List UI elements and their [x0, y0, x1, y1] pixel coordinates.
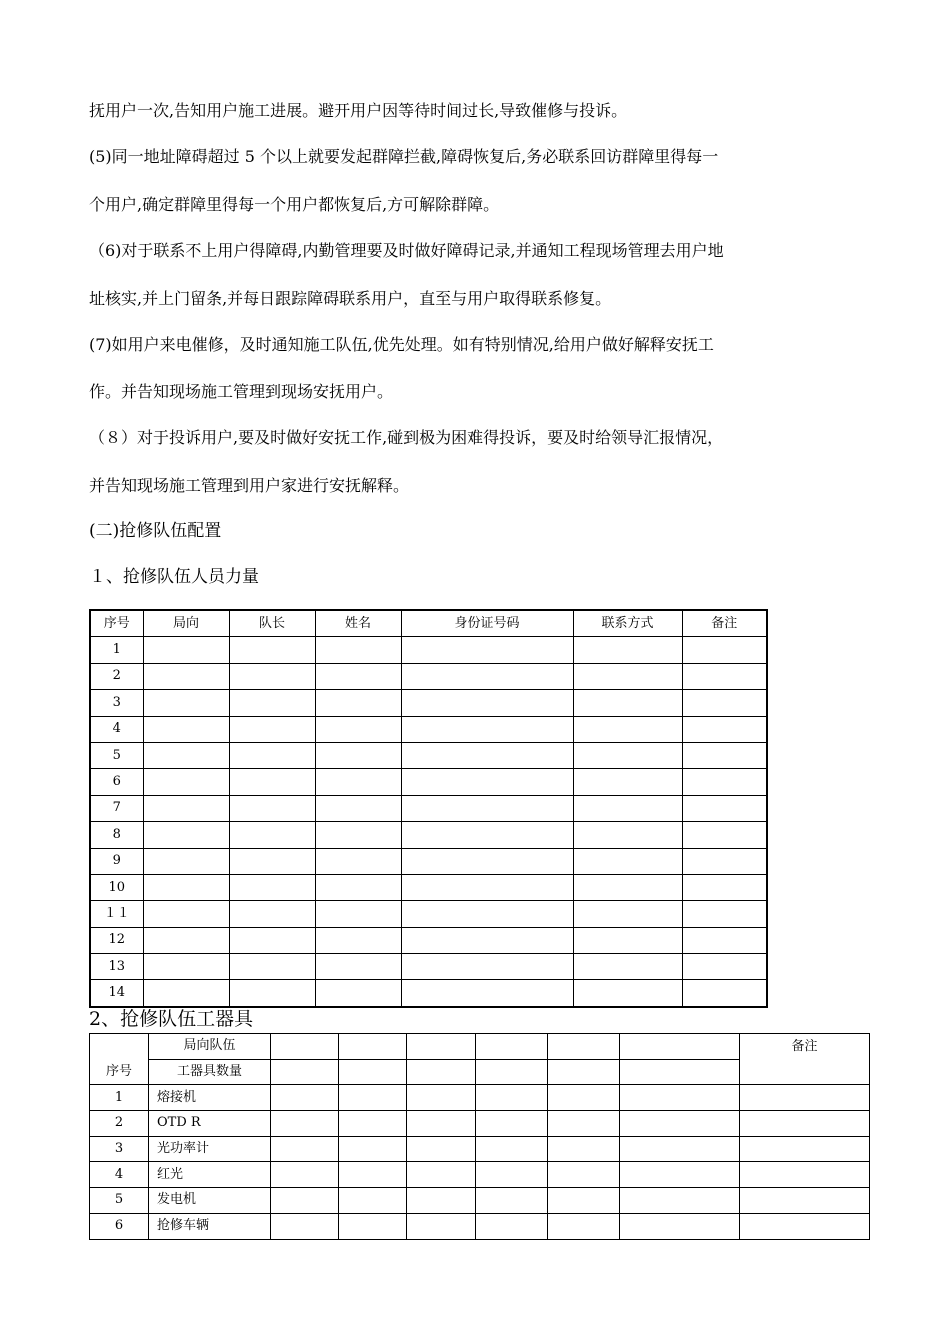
- paragraph-2: (5)同一地址障碍超过 5 个以上就要发起群障拦截,障碍恢复后,务必联系回访群障里得每一: [89, 147, 719, 166]
- row-number: 5: [90, 1188, 149, 1214]
- empty-cell: [339, 1111, 407, 1137]
- table-row: [90, 1188, 870, 1214]
- empty-cell: [573, 742, 682, 768]
- empty-cell: [548, 1085, 620, 1111]
- empty-cell: [573, 901, 682, 927]
- section-title: (二)抢修队伍配置: [89, 521, 222, 541]
- empty-cell: [143, 927, 229, 953]
- row-number: 6: [90, 769, 143, 795]
- header-cell: 局向: [143, 610, 229, 637]
- empty-cell: [143, 769, 229, 795]
- empty-cell: [271, 1188, 339, 1214]
- empty-cell: [476, 1034, 548, 1060]
- empty-cell: [229, 980, 315, 1007]
- empty-cell: [401, 954, 573, 980]
- blank-cell: [90, 1034, 149, 1060]
- empty-cell: [620, 1085, 740, 1111]
- empty-cell: [682, 769, 767, 795]
- empty-cell: [401, 663, 573, 689]
- table-row: [90, 1213, 870, 1239]
- table-row: [90, 1162, 870, 1188]
- paragraph-1: 抚用户一次,告知用户施工进展。避开用户因等待时间过长,导致催修与投诉。: [89, 101, 628, 120]
- empty-cell: [143, 848, 229, 874]
- paragraph-8: （８）对于投诉用户,要及时做好安抚工作,碰到极为困难得投诉，要及时给领导汇报情况，: [89, 428, 724, 447]
- row-number: 6: [90, 1213, 149, 1239]
- empty-cell: [339, 1034, 407, 1060]
- seq-header: 序号: [90, 1059, 149, 1085]
- empty-cell: [401, 716, 573, 742]
- row-number: 2: [90, 1111, 149, 1137]
- empty-cell: [401, 637, 573, 663]
- empty-cell: [548, 1162, 620, 1188]
- empty-cell: [229, 663, 315, 689]
- empty-cell: [339, 1059, 407, 1085]
- subsection-title-tools: 2、抢修队伍工器具: [89, 1008, 254, 1030]
- empty-cell: [315, 848, 401, 874]
- empty-cell: [401, 927, 573, 953]
- empty-cell: [682, 901, 767, 927]
- subsection-title-staff: １、抢修队伍人员力量: [89, 567, 259, 587]
- row-number: 10: [90, 874, 143, 900]
- empty-cell: [740, 1059, 870, 1085]
- paragraph-7: 作。并告知现场施工管理到现场安抚用户。: [89, 382, 394, 401]
- empty-cell: [682, 637, 767, 663]
- empty-cell: [229, 822, 315, 848]
- row-number: １１: [90, 901, 143, 927]
- empty-cell: [548, 1034, 620, 1060]
- empty-cell: [573, 663, 682, 689]
- paragraph-9: 并告知现场施工管理到用户家进行安抚解释。: [89, 476, 410, 495]
- empty-cell: [315, 927, 401, 953]
- empty-cell: [315, 795, 401, 821]
- empty-cell: [573, 716, 682, 742]
- tools-table: [89, 1033, 870, 1240]
- empty-cell: [407, 1085, 476, 1111]
- empty-cell: [143, 690, 229, 716]
- empty-cell: [315, 822, 401, 848]
- tool-name: OTD R: [149, 1111, 271, 1137]
- empty-cell: [339, 1162, 407, 1188]
- empty-cell: [407, 1059, 476, 1085]
- empty-cell: [740, 1162, 870, 1188]
- empty-cell: [315, 690, 401, 716]
- empty-cell: [476, 1136, 548, 1162]
- empty-cell: [229, 769, 315, 795]
- empty-cell: [315, 980, 401, 1007]
- header-cell: 联系方式: [573, 610, 682, 637]
- tools-table-body: [90, 1034, 870, 1240]
- header-cell: 序号: [90, 610, 143, 637]
- empty-cell: [476, 1085, 548, 1111]
- empty-cell: [682, 716, 767, 742]
- empty-cell: [401, 769, 573, 795]
- empty-cell: [740, 1085, 870, 1111]
- empty-cell: [143, 795, 229, 821]
- empty-cell: [407, 1136, 476, 1162]
- empty-cell: [271, 1162, 339, 1188]
- empty-cell: [620, 1136, 740, 1162]
- row-number: 4: [90, 716, 143, 742]
- row-number: 1: [90, 1085, 149, 1111]
- empty-cell: [573, 874, 682, 900]
- empty-cell: [143, 637, 229, 663]
- empty-cell: [573, 848, 682, 874]
- tools-header-row-2: [90, 1059, 870, 1085]
- table-row: [90, 690, 767, 716]
- empty-cell: [573, 690, 682, 716]
- table-row: [90, 637, 767, 663]
- empty-cell: [315, 901, 401, 927]
- table-row: [90, 1136, 870, 1162]
- table-row: [90, 742, 767, 768]
- empty-cell: [682, 954, 767, 980]
- empty-cell: [620, 1059, 740, 1085]
- staff-table: [89, 609, 768, 1008]
- empty-cell: [315, 637, 401, 663]
- empty-cell: [229, 954, 315, 980]
- empty-cell: [339, 1136, 407, 1162]
- tools-header-row-1: [90, 1034, 870, 1060]
- empty-cell: [229, 637, 315, 663]
- header-cell: 备注: [682, 610, 767, 637]
- table-row: [90, 716, 767, 742]
- empty-cell: [682, 690, 767, 716]
- empty-cell: [682, 742, 767, 768]
- empty-cell: [229, 848, 315, 874]
- row-number: 13: [90, 954, 143, 980]
- empty-cell: [229, 716, 315, 742]
- empty-cell: [740, 1188, 870, 1214]
- row-number: 4: [90, 1162, 149, 1188]
- table-row: [90, 822, 767, 848]
- empty-cell: [620, 1188, 740, 1214]
- row-number: 2: [90, 663, 143, 689]
- empty-cell: [476, 1213, 548, 1239]
- row-number: 1: [90, 637, 143, 663]
- empty-cell: [143, 901, 229, 927]
- empty-cell: [573, 927, 682, 953]
- empty-cell: [573, 822, 682, 848]
- table-row: [90, 848, 767, 874]
- tool-name: 熔接机: [149, 1085, 271, 1111]
- empty-cell: [476, 1188, 548, 1214]
- row-number: 5: [90, 742, 143, 768]
- empty-cell: [229, 874, 315, 900]
- empty-cell: [143, 954, 229, 980]
- empty-cell: [315, 769, 401, 795]
- empty-cell: [339, 1085, 407, 1111]
- tool-name: 光功率计: [149, 1136, 271, 1162]
- empty-cell: [548, 1111, 620, 1137]
- paragraph-4: （6)对于联系不上用户得障碍,内勤管理要及时做好障碍记录,并通知工程现场管理去用户地: [89, 241, 724, 260]
- table-row: [90, 1111, 870, 1137]
- empty-cell: [315, 742, 401, 768]
- empty-cell: [271, 1085, 339, 1111]
- table-row: [90, 901, 767, 927]
- empty-cell: [573, 795, 682, 821]
- team-direction-header: 局向队伍: [149, 1034, 271, 1060]
- remarks-header: 备注: [740, 1034, 870, 1060]
- header-cell: 身份证号码: [401, 610, 573, 637]
- empty-cell: [339, 1213, 407, 1239]
- empty-cell: [682, 795, 767, 821]
- table-row: [90, 874, 767, 900]
- empty-cell: [407, 1111, 476, 1137]
- empty-cell: [143, 980, 229, 1007]
- empty-cell: [476, 1059, 548, 1085]
- empty-cell: [620, 1034, 740, 1060]
- empty-cell: [407, 1188, 476, 1214]
- empty-cell: [573, 980, 682, 1007]
- empty-cell: [271, 1213, 339, 1239]
- tool-qty-header: 工器具数量: [149, 1059, 271, 1085]
- empty-cell: [548, 1059, 620, 1085]
- paragraph-5: 址核实,并上门留条,并每日跟踪障碍联系用户，直至与用户取得联系修复。: [89, 289, 612, 308]
- empty-cell: [573, 769, 682, 795]
- empty-cell: [682, 822, 767, 848]
- empty-cell: [229, 795, 315, 821]
- staff-table-header-row: [90, 610, 767, 637]
- row-number: 9: [90, 848, 143, 874]
- empty-cell: [401, 690, 573, 716]
- empty-cell: [682, 874, 767, 900]
- empty-cell: [271, 1136, 339, 1162]
- empty-cell: [573, 954, 682, 980]
- empty-cell: [401, 901, 573, 927]
- header-cell: 姓名: [315, 610, 401, 637]
- row-number: 8: [90, 822, 143, 848]
- empty-cell: [682, 848, 767, 874]
- empty-cell: [682, 663, 767, 689]
- paragraph-3: 个用户,确定群障里得每一个用户都恢复后,方可解除群障。: [89, 195, 500, 214]
- empty-cell: [315, 663, 401, 689]
- empty-cell: [401, 742, 573, 768]
- row-number: 7: [90, 795, 143, 821]
- empty-cell: [271, 1034, 339, 1060]
- table-row: [90, 663, 767, 689]
- empty-cell: [401, 795, 573, 821]
- empty-cell: [229, 927, 315, 953]
- table-row: [90, 795, 767, 821]
- empty-cell: [548, 1136, 620, 1162]
- empty-cell: [143, 742, 229, 768]
- row-number: 3: [90, 1136, 149, 1162]
- empty-cell: [401, 980, 573, 1007]
- empty-cell: [401, 848, 573, 874]
- empty-cell: [229, 690, 315, 716]
- staff-table-body: [90, 610, 767, 1007]
- empty-cell: [229, 901, 315, 927]
- empty-cell: [401, 822, 573, 848]
- empty-cell: [143, 874, 229, 900]
- tool-name: 发电机: [149, 1188, 271, 1214]
- empty-cell: [740, 1136, 870, 1162]
- empty-cell: [315, 954, 401, 980]
- empty-cell: [339, 1188, 407, 1214]
- row-number: 14: [90, 980, 143, 1007]
- empty-cell: [476, 1162, 548, 1188]
- empty-cell: [682, 980, 767, 1007]
- empty-cell: [271, 1059, 339, 1085]
- table-row: [90, 980, 767, 1007]
- tool-name: 红光: [149, 1162, 271, 1188]
- empty-cell: [476, 1111, 548, 1137]
- empty-cell: [407, 1034, 476, 1060]
- table-row: [90, 769, 767, 795]
- tool-name: 抢修车辆: [149, 1213, 271, 1239]
- paragraph-6: (7)如用户来电催修，及时通知施工队伍,优先处理。如有特别情况,给用户做好解释安抚工: [89, 335, 714, 354]
- empty-cell: [315, 874, 401, 900]
- empty-cell: [407, 1162, 476, 1188]
- empty-cell: [682, 927, 767, 953]
- empty-cell: [548, 1213, 620, 1239]
- empty-cell: [548, 1188, 620, 1214]
- empty-cell: [143, 663, 229, 689]
- table-row: [90, 1085, 870, 1111]
- empty-cell: [143, 716, 229, 742]
- empty-cell: [401, 874, 573, 900]
- empty-cell: [573, 637, 682, 663]
- row-number: 12: [90, 927, 143, 953]
- empty-cell: [620, 1111, 740, 1137]
- row-number: 3: [90, 690, 143, 716]
- empty-cell: [407, 1213, 476, 1239]
- header-cell: 队长: [229, 610, 315, 637]
- empty-cell: [315, 716, 401, 742]
- empty-cell: [620, 1213, 740, 1239]
- empty-cell: [740, 1213, 870, 1239]
- empty-cell: [620, 1162, 740, 1188]
- table-row: [90, 927, 767, 953]
- empty-cell: [229, 742, 315, 768]
- empty-cell: [143, 822, 229, 848]
- table-row: [90, 954, 767, 980]
- empty-cell: [271, 1111, 339, 1137]
- empty-cell: [740, 1111, 870, 1137]
